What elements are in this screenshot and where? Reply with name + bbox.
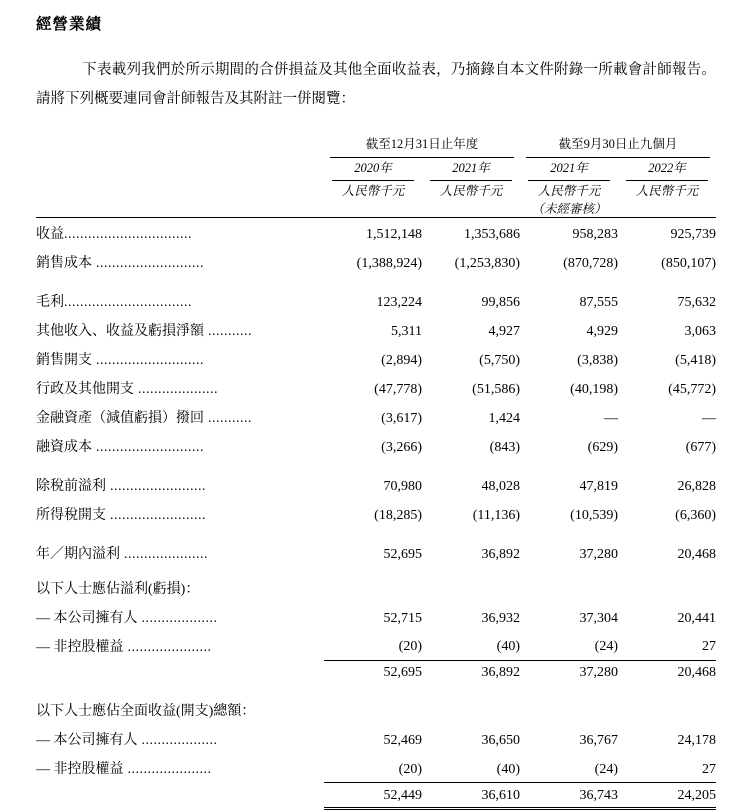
row-label	[36, 247, 324, 276]
row-leader-dots: ...........................	[92, 352, 204, 368]
row-value: (3,617)	[381, 410, 422, 426]
row-value: (5,750)	[479, 352, 520, 368]
spacer-cell	[520, 460, 618, 470]
row-value: 20,468	[618, 660, 716, 686]
row-value: 52,449	[324, 783, 422, 809]
row-label-text: 除稅前溢利	[36, 478, 106, 494]
header-group-interim-label: 截至9月30日止九個月	[526, 134, 710, 158]
row-label	[36, 538, 324, 567]
spacer-cell	[422, 686, 520, 696]
header-unit-1: 人民幣千元	[439, 184, 503, 198]
table-body	[36, 218, 716, 809]
row-value	[422, 573, 520, 602]
row-value	[520, 696, 618, 725]
row-value: (870,728)	[563, 255, 618, 271]
row-label-text: — 本公司擁有人	[36, 733, 138, 748]
financial-table	[36, 134, 716, 810]
header-year-blank	[36, 158, 324, 181]
row-label-text: 所得稅開支	[36, 507, 106, 523]
row-label	[36, 373, 324, 402]
table-row	[36, 696, 716, 725]
row-label-text: 融資成本	[36, 439, 92, 455]
row-value: (11,136)	[472, 507, 520, 523]
row-value: 37,280	[579, 546, 618, 562]
row-label	[36, 218, 324, 248]
header-year-1: 2021年	[422, 158, 520, 181]
row-value	[324, 696, 422, 725]
row-value: (850,107)	[661, 255, 716, 271]
spacer-cell	[36, 686, 324, 696]
row-value: 24,205	[618, 783, 716, 809]
spacer-cell	[422, 460, 520, 470]
row-value: (2,894)	[381, 352, 422, 368]
row-value: 123,224	[376, 294, 422, 310]
header-group-blank	[36, 134, 324, 158]
row-label-text: — 非控股權益	[36, 639, 124, 655]
header-unit-blank	[36, 181, 324, 199]
row-value: 1,512,148	[366, 226, 422, 242]
spacer-cell	[618, 528, 716, 538]
row-label	[36, 470, 324, 499]
table-header	[36, 134, 716, 218]
table-row	[36, 602, 716, 631]
row-label	[36, 286, 324, 315]
row-value: (20)	[398, 639, 422, 654]
row-value: 48,028	[481, 478, 520, 494]
row-value: 27	[702, 761, 716, 777]
row-value: (47,778)	[374, 381, 422, 397]
paragraph-text: 下表載列我們於所示期間的合併損益及其他全面收益表，乃摘錄自本文件附錄一所載會計師報告。請將下列概要連同會計師報告及其附註一併閱覽：	[36, 62, 716, 107]
row-value	[618, 573, 716, 602]
row-value: (677)	[685, 439, 716, 455]
row-label	[36, 754, 324, 783]
table-spacer-row	[36, 460, 716, 470]
spacer-cell	[324, 460, 422, 470]
header-group-interim	[520, 134, 716, 158]
row-value: 20,468	[677, 546, 716, 562]
spacer-cell	[36, 528, 324, 538]
row-value: (40)	[496, 639, 520, 654]
row-leader-dots: ........................	[106, 478, 206, 494]
row-label	[36, 783, 324, 809]
row-leader-dots: ...........................	[92, 439, 204, 455]
row-label-text: 以下人士應佔全面收益(開支)總額：	[36, 704, 256, 719]
row-value: 36,743	[520, 783, 618, 809]
row-value: 36,932	[481, 610, 520, 626]
row-value: 99,856	[481, 294, 520, 310]
row-label-text: — 本公司擁有人	[36, 610, 138, 626]
row-value: 5,311	[391, 323, 422, 339]
row-value: 87,555	[579, 294, 618, 310]
row-value: 36,610	[422, 783, 520, 809]
row-label-text: — 非控股權益	[36, 762, 124, 777]
row-value: (51,586)	[472, 381, 520, 397]
table-row	[36, 315, 716, 344]
row-label-text: 行政及其他開支	[36, 381, 134, 397]
header-note-2: （未經審核）	[531, 202, 607, 216]
row-value	[422, 696, 520, 725]
header-unit-2: 人民幣千元	[537, 184, 601, 198]
table-row	[36, 660, 716, 686]
row-value: (18,285)	[374, 507, 422, 523]
row-label	[36, 660, 324, 686]
table-spacer-row	[36, 276, 716, 286]
table-row	[36, 286, 716, 315]
table-row	[36, 218, 716, 248]
row-value: (629)	[587, 439, 618, 455]
intro-paragraph	[36, 56, 716, 114]
row-value: 52,469	[383, 733, 422, 748]
row-value: —	[604, 410, 618, 426]
row-value: 36,892	[422, 660, 520, 686]
row-value: 925,739	[670, 226, 716, 242]
row-value: (45,772)	[668, 381, 716, 397]
row-value: (24)	[594, 639, 618, 654]
row-value: 36,892	[481, 546, 520, 562]
header-unit-0: 人民幣千元	[341, 184, 405, 198]
row-value	[618, 696, 716, 725]
row-value: 958,283	[572, 226, 618, 242]
header-note-3	[618, 199, 716, 217]
row-label	[36, 431, 324, 460]
row-label-text: 金融資產（減值虧損）撥回	[36, 410, 204, 426]
header-group-row	[36, 134, 716, 158]
spacer-cell	[520, 528, 618, 538]
table-row	[36, 499, 716, 528]
table-row	[36, 538, 716, 567]
spacer-cell	[618, 460, 716, 470]
table-row	[36, 344, 716, 373]
header-note-blank	[36, 199, 324, 217]
row-value: 37,304	[579, 610, 618, 626]
header-unit-3: 人民幣千元	[635, 184, 699, 198]
row-leader-dots: .....................	[123, 639, 212, 655]
row-value: 75,632	[677, 294, 716, 310]
row-leader-dots: ...........	[204, 410, 252, 426]
row-label	[36, 315, 324, 344]
row-value: 36,767	[579, 733, 618, 748]
row-label-text: 銷售開支	[36, 352, 92, 368]
row-leader-dots: ........................	[106, 507, 206, 523]
row-value: (6,360)	[675, 507, 716, 523]
row-label	[36, 725, 324, 754]
row-value: 52,695	[324, 660, 422, 686]
row-label	[36, 573, 324, 602]
row-leader-dots: ................................	[64, 294, 192, 310]
spacer-cell	[324, 686, 422, 696]
row-value: (40)	[496, 761, 520, 777]
table-row	[36, 373, 716, 402]
row-label-text: 收益	[36, 226, 64, 242]
row-value	[520, 573, 618, 602]
row-label	[36, 602, 324, 631]
row-value: 20,441	[677, 610, 716, 626]
table-row	[36, 754, 716, 783]
row-leader-dots: ...........	[204, 323, 252, 339]
row-value: 70,980	[383, 478, 422, 494]
spacer-cell	[324, 528, 422, 538]
table-row	[36, 631, 716, 660]
row-value: (20)	[398, 761, 422, 777]
header-note-0	[324, 199, 422, 217]
row-leader-dots: ...................	[137, 733, 218, 748]
spacer-cell	[618, 686, 716, 696]
row-value: 24,178	[677, 733, 716, 748]
table-row	[36, 725, 716, 754]
header-group-annual-label: 截至12月31日止年度	[330, 134, 514, 158]
table-row	[36, 247, 716, 276]
row-leader-dots: ................................	[64, 226, 192, 242]
row-value: (3,266)	[381, 439, 422, 455]
spacer-cell	[618, 276, 716, 286]
row-label-text: 年／期內溢利	[36, 546, 120, 562]
row-label	[36, 499, 324, 528]
table-row	[36, 431, 716, 460]
page-title: 經營業績	[36, 16, 103, 33]
row-value: (3,838)	[577, 352, 618, 368]
spacer-cell	[422, 276, 520, 286]
table-row	[36, 402, 716, 431]
row-value: 4,927	[488, 323, 520, 339]
header-group-annual	[324, 134, 520, 158]
header-year-row	[36, 158, 716, 181]
row-value: (5,418)	[675, 352, 716, 368]
row-value: 52,695	[383, 546, 422, 562]
row-value: 1,424	[488, 410, 520, 426]
header-unit-row	[36, 181, 716, 199]
row-value: —	[702, 410, 716, 426]
row-value: 37,280	[520, 660, 618, 686]
row-label-text: 以下人士應佔溢利(虧損)：	[36, 581, 200, 597]
header-year-0: 2020年	[324, 158, 422, 181]
table-row	[36, 783, 716, 809]
row-value: 3,063	[684, 323, 716, 339]
row-value: (1,388,924)	[356, 255, 422, 271]
spacer-cell	[520, 686, 618, 696]
row-label	[36, 402, 324, 431]
table-spacer-row	[36, 686, 716, 696]
row-label	[36, 631, 324, 660]
header-year-3: 2022年	[618, 158, 716, 181]
row-value: 27	[702, 639, 716, 654]
table-row	[36, 470, 716, 499]
row-label-text: 其他收入、收益及虧損淨額	[36, 323, 204, 339]
spacer-cell	[324, 276, 422, 286]
row-value: 4,929	[586, 323, 618, 339]
row-label	[36, 696, 324, 725]
header-year-2: 2021年	[520, 158, 618, 181]
row-leader-dots: ....................	[134, 381, 218, 397]
row-value: 36,650	[481, 733, 520, 748]
row-label-text: 銷售成本	[36, 255, 92, 271]
row-value: (24)	[594, 761, 618, 777]
spacer-cell	[422, 528, 520, 538]
row-leader-dots: ...................	[137, 610, 218, 626]
row-leader-dots: ...........................	[92, 255, 204, 271]
row-value: (1,253,830)	[454, 255, 520, 271]
row-label-text: 毛利	[36, 294, 64, 310]
row-value: 26,828	[677, 478, 716, 494]
row-value: 52,715	[383, 610, 422, 626]
row-value	[324, 573, 422, 602]
row-value: (40,198)	[570, 381, 618, 397]
table-spacer-row	[36, 528, 716, 538]
row-leader-dots: .....................	[120, 546, 208, 562]
spacer-cell	[520, 276, 618, 286]
spacer-cell	[36, 276, 324, 286]
row-value: (843)	[489, 439, 520, 455]
spacer-cell	[36, 460, 324, 470]
row-value: (10,539)	[570, 507, 618, 523]
row-value: 1,353,686	[464, 226, 520, 242]
header-note-1	[422, 199, 520, 217]
row-label	[36, 344, 324, 373]
row-value: 47,819	[579, 478, 618, 494]
table-row	[36, 573, 716, 602]
row-leader-dots: .....................	[123, 762, 212, 777]
header-unit-note-row	[36, 199, 716, 217]
